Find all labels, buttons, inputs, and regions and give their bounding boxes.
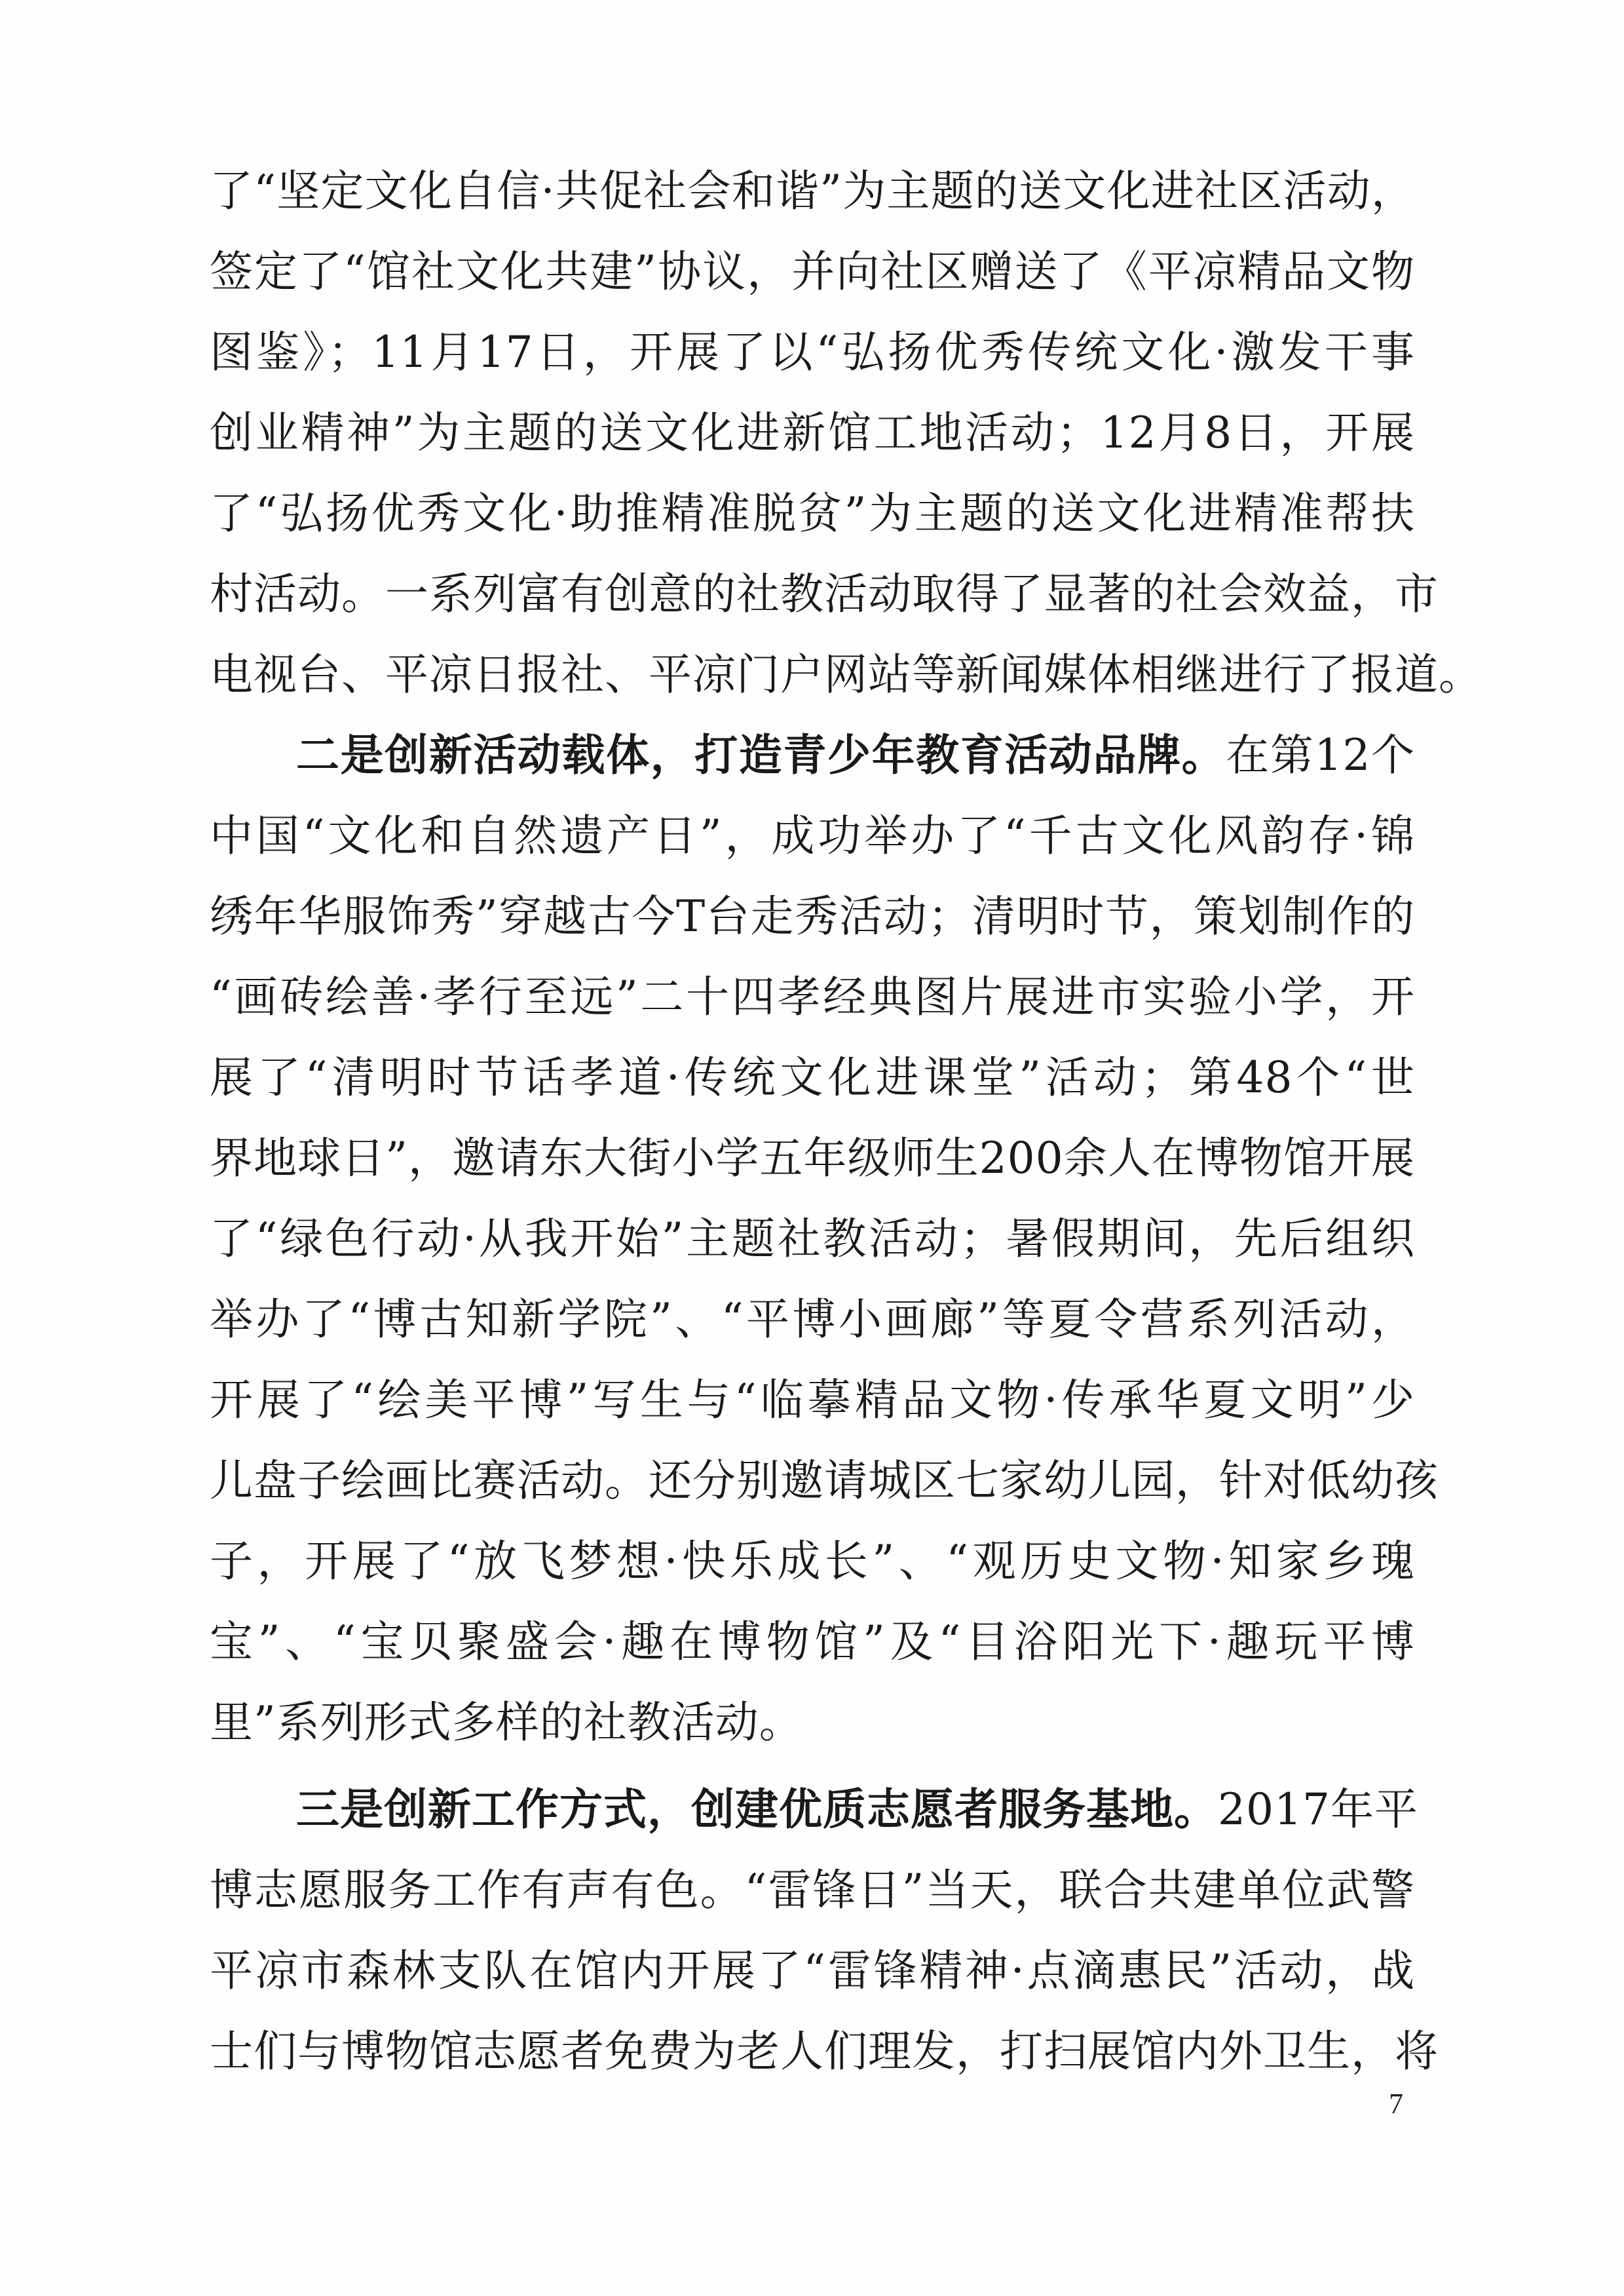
- text-line: 子，开展了“放飞梦想·快乐成长”、“观历史文物·知家乡瑰: [210, 1536, 1415, 1586]
- text-line: 界地球日”，邀请东大街小学五年级师生200余人在博物馆开展: [210, 1133, 1415, 1183]
- text-line: 了“坚定文化自信·共促社会和谐”为主题的送文化进社区活动，: [210, 166, 1415, 216]
- paragraph-heading: 三是创新工作方式，创建优质志愿者服务基地。: [296, 1784, 1218, 1835]
- paragraph-1: [210, 151, 1482, 715]
- text-line: 创业精神”为主题的送文化进新馆工地活动；12月8日，开展: [210, 408, 1415, 458]
- text-line: 士们与博物馆志愿者免费为老人们理发，打扫展馆内外卫生，将: [210, 2026, 1439, 2076]
- text-line: 了“弘扬优秀文化·助推精准脱贫”为主题的送文化进精准帮扶: [210, 488, 1415, 539]
- text-line: 开展了“绘美平博”写生与“临摹精品文物·传承华夏文明”少: [210, 1375, 1415, 1425]
- text-run: 在第12个: [1226, 730, 1415, 780]
- text-line: 图鉴》；11月17日，开展了以“弘扬优秀传统文化·激发干事: [210, 327, 1415, 377]
- text-line: 中国“文化和自然遗产日”，成功举办了“千古文化风韵存·锦: [210, 811, 1415, 861]
- text-line: 儿盘子绘画比赛活动。还分别邀请城区七家幼儿园，针对低幼孩: [210, 1455, 1439, 1506]
- text-line: 平凉市森林支队在馆内开展了“雷锋精神·点滴惠民”活动，战: [210, 1945, 1415, 1996]
- text-line: “画砖绘善·孝行至远”二十四孝经典图片展进市实验小学，开: [210, 972, 1415, 1022]
- text-line: 签定了“馆社文化共建”协议，并向社区赠送了《平凉精品文物: [210, 246, 1415, 297]
- text-line: 里”系列形式多样的社教活动。: [210, 1697, 803, 1748]
- text-line: 电视台、平凉日报社、平凉门户网站等新闻媒体相继进行了报道。: [210, 649, 1482, 700]
- text-line: [210, 1769, 1418, 1850]
- text-line: 村活动。一系列富有创意的社教活动取得了显著的社会效益，市: [210, 569, 1439, 619]
- text-line: 博志愿服务工作有声有色。“雷锋日”当天，联合共建单位武警: [210, 1865, 1415, 1915]
- text-line: [210, 715, 1415, 795]
- text-line: 宝”、“宝贝聚盛会·趣在博物馆”及“目浴阳光下·趣玩平博: [210, 1617, 1415, 1667]
- paragraph-2: [210, 715, 1439, 1763]
- page-number: 7: [1389, 2088, 1403, 2120]
- text-line: 展了“清明时节话孝道·传统文化进课堂”活动；第48个“世: [210, 1052, 1415, 1103]
- text-line: 绣年华服饰秀”穿越古今T台走秀活动；清明时节，策划制作的: [210, 891, 1415, 942]
- paragraph-heading: 二是创新活动载体，打造青少年教育活动品牌。: [296, 729, 1226, 780]
- body-text: [210, 151, 1482, 2092]
- paragraph-gap: [210, 1763, 1415, 1769]
- text-line: 举办了“博古知新学院”、“平博小画廊”等夏令营系列活动，: [210, 1294, 1415, 1345]
- text-run: 2017年平: [1218, 1784, 1418, 1835]
- paragraph-3: [210, 1769, 1439, 2092]
- text-line: 了“绿色行动·从我开始”主题社教活动；暑假期间，先后组织: [210, 1214, 1415, 1264]
